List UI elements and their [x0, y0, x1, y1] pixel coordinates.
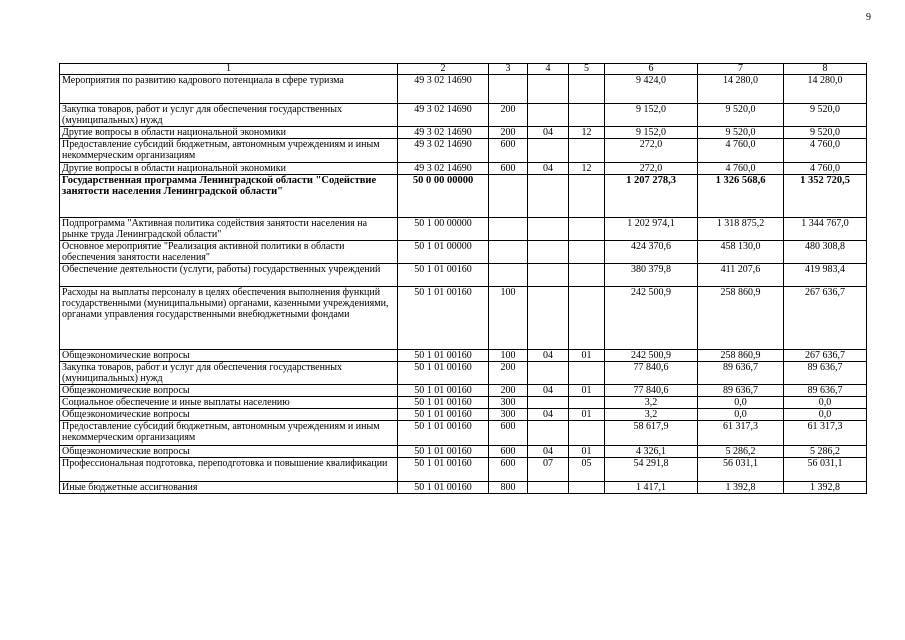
header-cell: 5	[569, 64, 605, 75]
expense-type: 300	[489, 397, 528, 409]
target-code: 50 0 00 00000	[398, 175, 489, 218]
row-name: Общеэкономические вопросы	[60, 350, 398, 362]
expense-type: 200	[489, 385, 528, 397]
subsection: 01	[569, 446, 605, 458]
budget-table	[59, 63, 867, 494]
amount-col-6: 272,0	[605, 139, 698, 163]
target-code: 49 3 02 14690	[398, 104, 489, 127]
expense-type: 200	[489, 127, 528, 139]
row-name: Основное мероприятие "Реализация активной политики в области обеспечения занятости населения"	[60, 241, 398, 264]
row-name: Мероприятия по развитию кадрового потенциала в сфере туризма	[60, 75, 398, 104]
amount-col-8: 267 636,7	[784, 350, 867, 362]
section	[528, 264, 569, 287]
subsection: 05	[569, 458, 605, 482]
amount-col-8: 480 308,8	[784, 241, 867, 264]
expense-type: 800	[489, 482, 528, 494]
row-name: Предоставление субсидий бюджетным, автономным учреждениям и иным некоммерческим организациям	[60, 139, 398, 163]
amount-col-7: 5 286,2	[698, 446, 784, 458]
amount-col-7: 0,0	[698, 409, 784, 421]
subsection	[569, 75, 605, 104]
amount-col-7: 1 326 568,6	[698, 175, 784, 218]
expense-type	[489, 75, 528, 104]
table-row	[60, 482, 867, 494]
amount-col-8: 4 760,0	[784, 139, 867, 163]
row-name: Закупка товаров, работ и услуг для обеспечения государственных (муниципальных) нужд	[60, 362, 398, 385]
amount-col-7: 0,0	[698, 397, 784, 409]
amount-col-8: 0,0	[784, 409, 867, 421]
expense-type: 300	[489, 409, 528, 421]
amount-col-8: 9 520,0	[784, 104, 867, 127]
amount-col-6: 77 840,6	[605, 385, 698, 397]
row-name: Иные бюджетные ассигнования	[60, 482, 398, 494]
row-name: Социальное обеспечение и иные выплаты населению	[60, 397, 398, 409]
target-code: 50 1 01 00160	[398, 458, 489, 482]
target-code: 50 1 01 00160	[398, 385, 489, 397]
target-code: 50 1 01 00160	[398, 482, 489, 494]
amount-col-8: 89 636,7	[784, 385, 867, 397]
expense-type	[489, 218, 528, 241]
header-cell: 1	[60, 64, 398, 75]
section	[528, 287, 569, 350]
section: 04	[528, 385, 569, 397]
row-name: Обеспечение деятельности (услуги, работы) государственных учреждений	[60, 264, 398, 287]
header-cell: 3	[489, 64, 528, 75]
table-row	[60, 350, 867, 362]
section	[528, 75, 569, 104]
amount-col-7: 9 520,0	[698, 104, 784, 127]
amount-col-8: 5 286,2	[784, 446, 867, 458]
header-cell: 4	[528, 64, 569, 75]
table-row	[60, 139, 867, 163]
amount-col-8: 4 760,0	[784, 163, 867, 175]
amount-col-6: 9 152,0	[605, 127, 698, 139]
section	[528, 139, 569, 163]
section	[528, 218, 569, 241]
target-code: 49 3 02 14690	[398, 75, 489, 104]
subsection: 12	[569, 163, 605, 175]
amount-col-8: 267 636,7	[784, 287, 867, 350]
subsection: 01	[569, 409, 605, 421]
amount-col-6: 9 152,0	[605, 104, 698, 127]
amount-col-7: 258 860,9	[698, 350, 784, 362]
amount-col-8: 61 317,3	[784, 421, 867, 446]
amount-col-6: 272,0	[605, 163, 698, 175]
amount-col-6: 424 370,6	[605, 241, 698, 264]
amount-col-6: 1 417,1	[605, 482, 698, 494]
amount-col-7: 9 520,0	[698, 127, 784, 139]
amount-col-7: 411 207,6	[698, 264, 784, 287]
header-cell: 2	[398, 64, 489, 75]
row-name: Предоставление субсидий бюджетным, автономным учреждениям и иным некоммерческим организациям	[60, 421, 398, 446]
row-name: Расходы на выплаты персоналу в целях обеспечения выполнения функций государственными (муниципальными) органами, казенными учреждениями, органами управления государственными внебюджетными фондами	[60, 287, 398, 350]
amount-col-6: 242 500,9	[605, 350, 698, 362]
amount-col-6: 54 291,8	[605, 458, 698, 482]
table-row	[60, 385, 867, 397]
section: 04	[528, 350, 569, 362]
expense-type: 100	[489, 350, 528, 362]
section	[528, 421, 569, 446]
target-code: 50 1 01 00160	[398, 350, 489, 362]
amount-col-8: 0,0	[784, 397, 867, 409]
row-name: Профессиональная подготовка, переподготовка и повышение квалификации	[60, 458, 398, 482]
amount-col-8: 419 983,4	[784, 264, 867, 287]
target-code: 50 1 01 00160	[398, 409, 489, 421]
amount-col-6: 242 500,9	[605, 287, 698, 350]
amount-col-7: 258 860,9	[698, 287, 784, 350]
target-code: 50 1 01 00160	[398, 446, 489, 458]
row-name: Общеэкономические вопросы	[60, 446, 398, 458]
amount-col-7: 1 318 875,2	[698, 218, 784, 241]
subsection	[569, 287, 605, 350]
section	[528, 241, 569, 264]
target-code: 50 1 01 00160	[398, 421, 489, 446]
section	[528, 397, 569, 409]
subsection	[569, 104, 605, 127]
amount-col-6: 77 840,6	[605, 362, 698, 385]
section: 04	[528, 127, 569, 139]
amount-col-6: 4 326,1	[605, 446, 698, 458]
amount-col-7: 89 636,7	[698, 362, 784, 385]
subsection	[569, 421, 605, 446]
table-row	[60, 458, 867, 482]
table-row	[60, 163, 867, 175]
amount-col-7: 4 760,0	[698, 139, 784, 163]
target-code: 50 1 01 00160	[398, 397, 489, 409]
table-row	[60, 241, 867, 264]
subsection: 01	[569, 385, 605, 397]
expense-type: 600	[489, 163, 528, 175]
header-cell: 6	[605, 64, 698, 75]
amount-col-7: 61 317,3	[698, 421, 784, 446]
amount-col-8: 9 520,0	[784, 127, 867, 139]
amount-col-7: 4 760,0	[698, 163, 784, 175]
target-code: 49 3 02 14690	[398, 139, 489, 163]
expense-type	[489, 241, 528, 264]
row-name: Общеэкономические вопросы	[60, 409, 398, 421]
table-row	[60, 421, 867, 446]
section: 07	[528, 458, 569, 482]
expense-type: 200	[489, 104, 528, 127]
amount-col-7: 56 031,1	[698, 458, 784, 482]
amount-col-7: 1 392,8	[698, 482, 784, 494]
target-code: 49 3 02 14690	[398, 163, 489, 175]
row-name: Закупка товаров, работ и услуг для обеспечения государственных (муниципальных) нужд	[60, 104, 398, 127]
expense-type: 600	[489, 458, 528, 482]
table-row	[60, 75, 867, 104]
row-name: Другие вопросы в области национальной экономики	[60, 127, 398, 139]
table-row	[60, 127, 867, 139]
amount-col-6: 380 379,8	[605, 264, 698, 287]
subsection	[569, 241, 605, 264]
amount-col-8: 14 280,0	[784, 75, 867, 104]
subsection	[569, 482, 605, 494]
amount-col-6: 9 424,0	[605, 75, 698, 104]
amount-col-7: 89 636,7	[698, 385, 784, 397]
row-name: Другие вопросы в области национальной экономики	[60, 163, 398, 175]
table-row	[60, 218, 867, 241]
header-cell: 7	[698, 64, 784, 75]
section	[528, 104, 569, 127]
expense-type: 600	[489, 421, 528, 446]
expense-type: 200	[489, 362, 528, 385]
amount-col-6: 1 207 278,3	[605, 175, 698, 218]
target-code: 49 3 02 14690	[398, 127, 489, 139]
amount-col-8: 1 352 720,5	[784, 175, 867, 218]
amount-col-8: 56 031,1	[784, 458, 867, 482]
header-cell: 8	[784, 64, 867, 75]
subsection	[569, 264, 605, 287]
section	[528, 362, 569, 385]
table-row	[60, 446, 867, 458]
header-row	[60, 64, 867, 75]
expense-type	[489, 175, 528, 218]
target-code: 50 1 01 00160	[398, 362, 489, 385]
target-code: 50 1 01 00160	[398, 287, 489, 350]
subsection	[569, 175, 605, 218]
page-number: 9	[866, 12, 871, 23]
amount-col-6: 1 202 974,1	[605, 218, 698, 241]
amount-col-6: 58 617,9	[605, 421, 698, 446]
expense-type: 100	[489, 287, 528, 350]
subsection	[569, 139, 605, 163]
row-name: Общеэкономические вопросы	[60, 385, 398, 397]
amount-col-6: 3,2	[605, 409, 698, 421]
section	[528, 482, 569, 494]
section	[528, 175, 569, 218]
expense-type	[489, 264, 528, 287]
table-row	[60, 362, 867, 385]
amount-col-8: 1 344 767,0	[784, 218, 867, 241]
table-row	[60, 175, 867, 218]
amount-col-8: 1 392,8	[784, 482, 867, 494]
row-name: Подпрограмма "Активная политика содействия занятости населения на рынке труда Ленинградской области"	[60, 218, 398, 241]
subsection	[569, 362, 605, 385]
section: 04	[528, 163, 569, 175]
expense-type: 600	[489, 446, 528, 458]
subsection: 12	[569, 127, 605, 139]
amount-col-8: 89 636,7	[784, 362, 867, 385]
subsection: 01	[569, 350, 605, 362]
expense-type: 600	[489, 139, 528, 163]
subsection	[569, 218, 605, 241]
table-row	[60, 397, 867, 409]
section: 04	[528, 409, 569, 421]
table-row	[60, 409, 867, 421]
amount-col-7: 458 130,0	[698, 241, 784, 264]
table-row	[60, 264, 867, 287]
amount-col-7: 14 280,0	[698, 75, 784, 104]
row-name: Государственная программа Ленинградской области "Содействие занятости населения Ленинградской области"	[60, 175, 398, 218]
target-code: 50 1 01 00160	[398, 264, 489, 287]
amount-col-6: 3,2	[605, 397, 698, 409]
target-code: 50 1 00 00000	[398, 218, 489, 241]
section: 04	[528, 446, 569, 458]
target-code: 50 1 01 00000	[398, 241, 489, 264]
table-row	[60, 104, 867, 127]
subsection	[569, 397, 605, 409]
table-row	[60, 287, 867, 350]
